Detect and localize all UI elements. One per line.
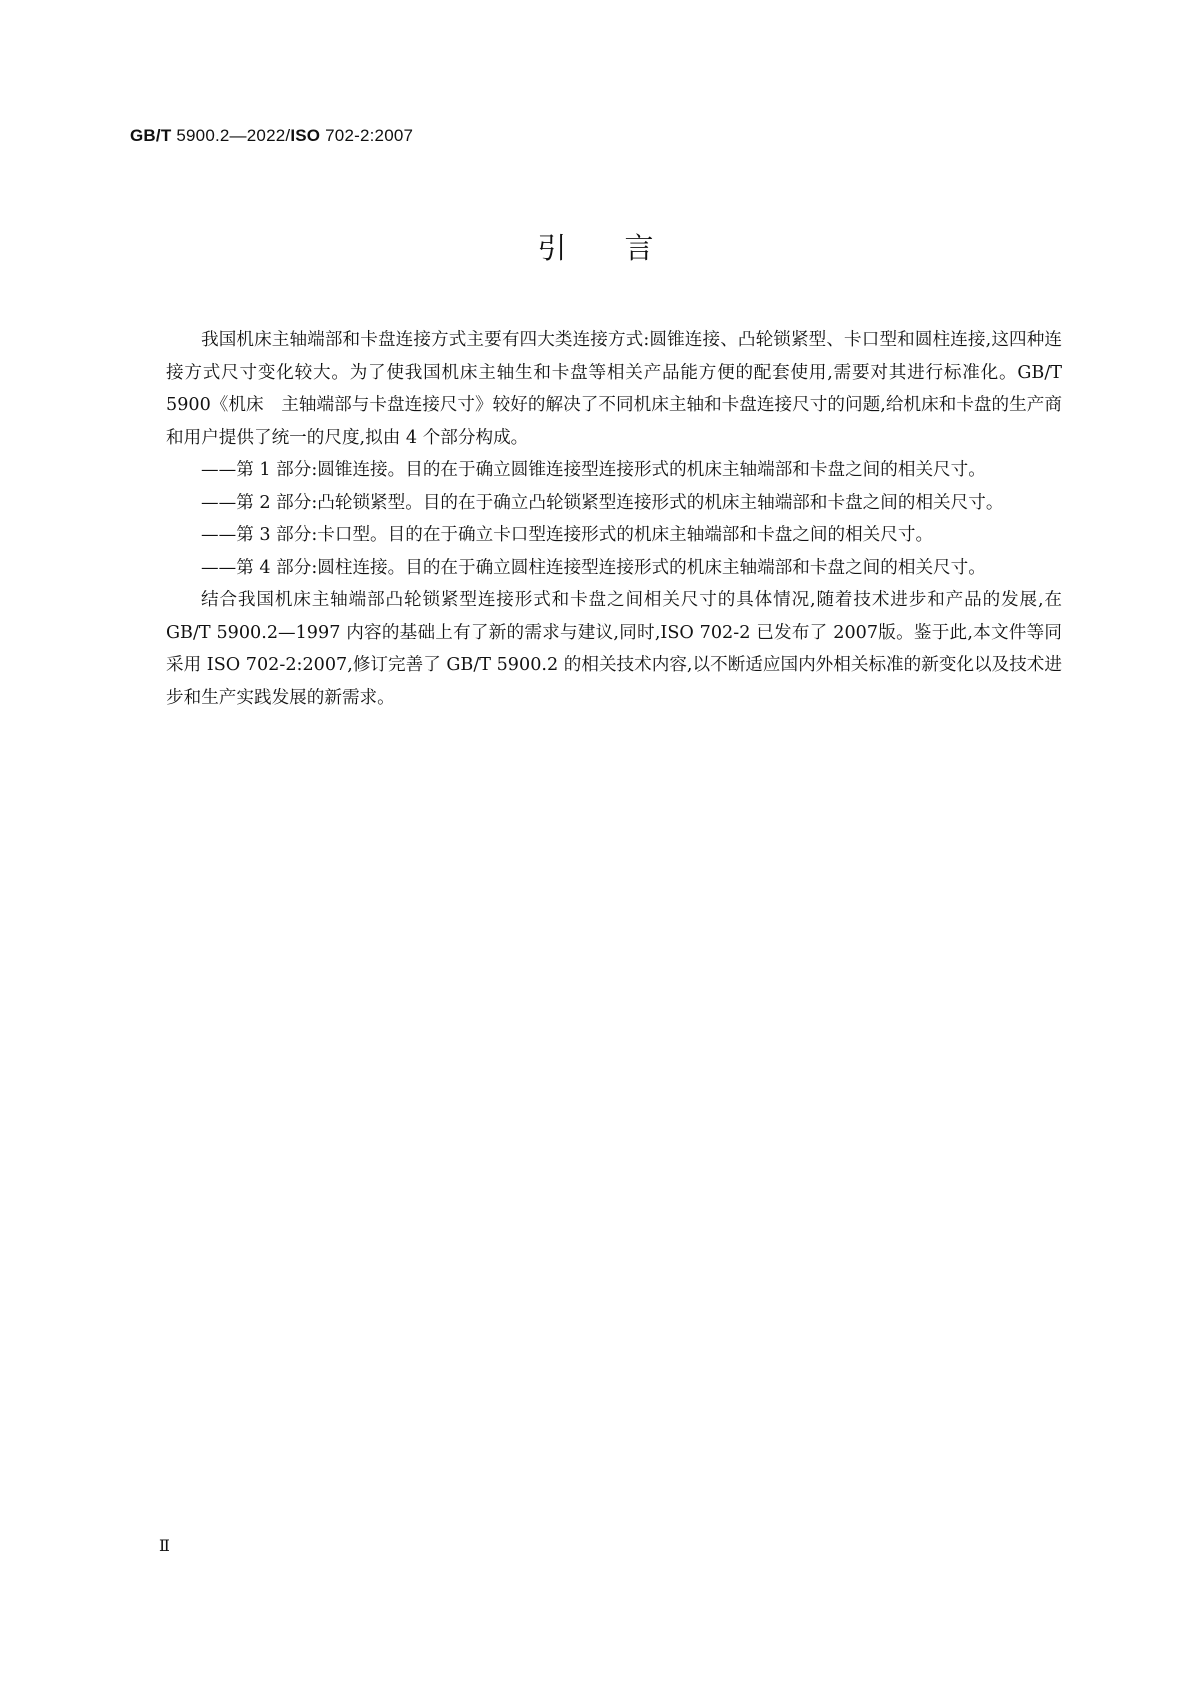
part-2-item: ——第 2 部分:凸轮锁紧型。目的在于确立凸轮锁紧型连接形式的机床主轴端部和卡盘之间的相关尺寸。	[201, 492, 1004, 513]
intro-paragraph: 我国机床主轴端部和卡盘连接方式主要有四大类连接方式:圆锥连接、凸轮锁紧型、卡口型和圆柱连接,这四种连接方式尺寸变化较大。为了使我国机床主轴生和卡盘等相关产品能方便的配套使用,需要对其进行标准化。GB/T 5900《机床 主轴端部与卡盘连接尺寸》较好的解决了不同机床主轴和卡盘连接尺寸的问题,给机床和卡盘的生产商和用户提供了统一的尺度,拟由 4 个部分构成。	[166, 330, 1062, 448]
document-body	[166, 324, 1062, 714]
part-4-item: ——第 4 部分:圆柱连接。目的在于确立圆柱连接型连接形式的机床主轴端部和卡盘之间的相关尺寸。	[201, 557, 986, 578]
document-code	[130, 126, 413, 146]
code-iso-prefix: ISO	[290, 126, 321, 145]
closing-paragraph: 结合我国机床主轴端部凸轮锁紧型连接形式和卡盘之间相关尺寸的具体情况,随着技术进步和产品的发展,在 GB/T 5900.2—1997 内容的基础上有了新的需求与建议,同时,ISO 702-2 已发布了 2007版。鉴于此,本文件等同采用 ISO 702-2:2007,修订完善了 GB/T 5900.2 的相关技术内容,以不断适应国内外相关标准的新变化以及技术进步和生产实践发展的新需求。	[166, 590, 1062, 708]
part-3-item: ——第 3 部分:卡口型。目的在于确立卡口型连接形式的机床主轴端部和卡盘之间的相关尺寸。	[201, 525, 934, 545]
page-title: 引言	[537, 231, 712, 265]
page-number: Ⅱ	[159, 1536, 170, 1555]
code-number: 5900.2—2022/	[176, 126, 291, 145]
code-prefix: GB/T	[130, 126, 172, 145]
part-1-item: ——第 1 部分:圆锥连接。目的在于确立圆锥连接型连接形式的机床主轴端部和卡盘之间的相关尺寸。	[201, 460, 986, 480]
code-iso-number: 702-2:2007	[325, 126, 414, 145]
